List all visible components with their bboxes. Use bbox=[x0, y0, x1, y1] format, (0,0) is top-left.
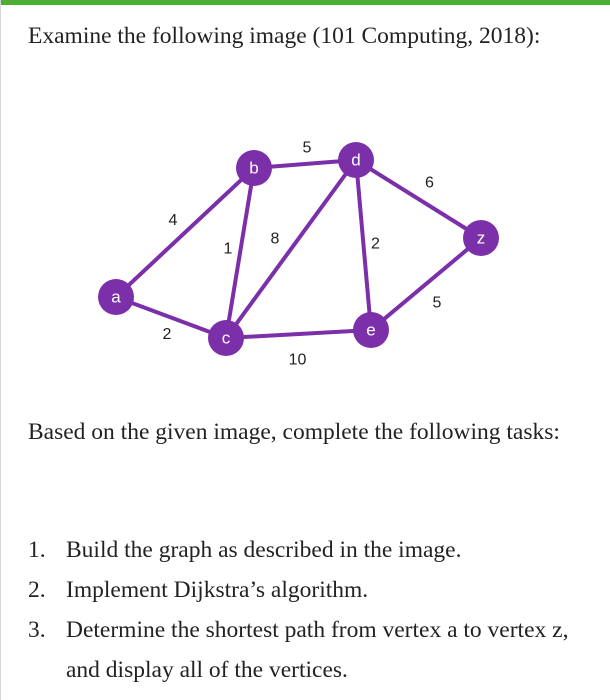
graph-svg bbox=[91, 130, 511, 380]
edge-weight-c-d: 8 bbox=[270, 230, 280, 248]
tasks-intro-paragraph: Based on the given image, complete the following tasks: bbox=[28, 419, 560, 445]
node-label-z: z bbox=[476, 228, 486, 248]
edge-weight-c-e: 10 bbox=[288, 351, 307, 369]
intro-paragraph: Examine the following image (101 Computing, 2018): bbox=[28, 23, 541, 49]
edge-c-d bbox=[223, 160, 356, 338]
task-number: 3. bbox=[28, 617, 46, 643]
accent-bar bbox=[1, 0, 610, 5]
edge-a-b bbox=[116, 168, 254, 297]
node-label-e: e bbox=[366, 320, 376, 340]
edge-weight-b-d: 5 bbox=[302, 139, 312, 157]
task-item bbox=[28, 610, 588, 690]
graph-figure bbox=[91, 130, 511, 380]
edge-weight-e-z: 5 bbox=[432, 294, 442, 312]
edge-weight-a-c: 2 bbox=[162, 326, 172, 343]
edge-c-e bbox=[226, 330, 371, 338]
node-label-d: d bbox=[351, 150, 361, 170]
task-item bbox=[28, 530, 588, 570]
node-e bbox=[353, 312, 389, 348]
task-number: 2. bbox=[28, 577, 46, 603]
node-c bbox=[208, 320, 244, 356]
node-b bbox=[236, 150, 272, 186]
task-list bbox=[28, 530, 588, 690]
edge-weight-a-b: 4 bbox=[168, 212, 178, 229]
task-text: Implement Dijkstra’s algorithm. bbox=[66, 577, 369, 603]
node-z bbox=[463, 220, 499, 256]
node-label-c: c bbox=[221, 328, 231, 348]
edge-d-e bbox=[356, 160, 371, 330]
node-a bbox=[98, 279, 134, 315]
edge-d-z bbox=[356, 160, 481, 238]
task-item bbox=[28, 570, 588, 610]
task-text: Determine the shortest path from vertex a to vertex z, and display all of the vertices. bbox=[66, 617, 569, 683]
task-number: 1. bbox=[28, 537, 46, 563]
edge-weight-d-z: 6 bbox=[425, 174, 434, 192]
node-d bbox=[338, 142, 374, 178]
edge-weight-b-c: 1 bbox=[223, 240, 233, 258]
task-text: Build the graph as described in the image. bbox=[66, 537, 462, 563]
edge-weight-d-e: 2 bbox=[371, 235, 380, 253]
node-label-a: a bbox=[111, 287, 121, 307]
node-label-b: b bbox=[249, 158, 259, 178]
edge-e-z bbox=[371, 235, 481, 330]
